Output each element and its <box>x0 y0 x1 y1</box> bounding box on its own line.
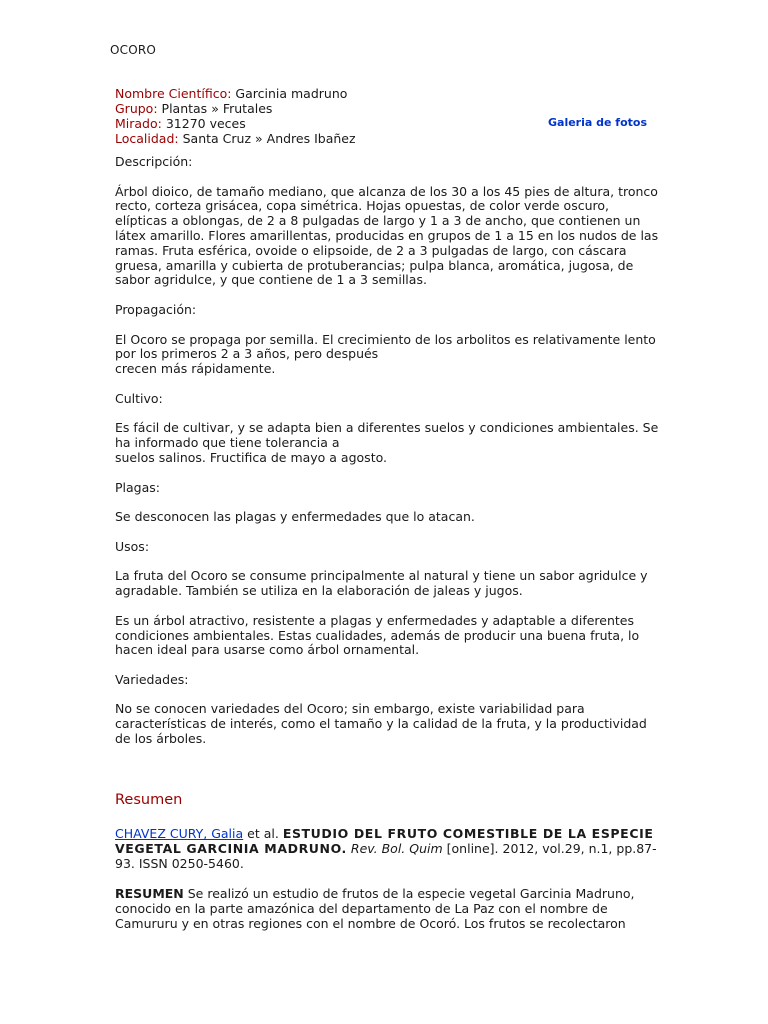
scientific-name-value: Garcinia madruno <box>235 86 348 101</box>
description-heading: Descripción: <box>115 154 193 169</box>
abstract-paragraph <box>115 886 660 931</box>
varieties-heading: Variedades: <box>115 671 189 687</box>
resumen-heading: Resumen <box>115 792 183 808</box>
photo-gallery-link[interactable]: Galeria de fotos <box>548 116 647 129</box>
group-value-plants: Plantas <box>161 101 208 116</box>
publication-details: [online]. 2012, vol.29, n.1, pp.87-93. ISSN 0250-5460. <box>115 841 657 871</box>
group-row <box>115 101 535 116</box>
propagation-text-line: El Ocoro se propaga por semilla. El crecimiento de los arbolitos es relativamente lento por los primeros 2 a 3 años, pero después <box>115 331 656 362</box>
views-row <box>115 116 535 131</box>
cultivation-text-continued: suelos salinos. Fructifica de mayo a agosto. <box>115 449 387 465</box>
article-body <box>115 155 660 762</box>
varieties-text: No se conocen variedades del Ocoro; sin embargo, existe variabilidad para características de interés, como el tamaño y la calidad de la fruta, y la productividad de los árboles. <box>115 701 647 747</box>
pests-heading: Plagas: <box>115 479 160 495</box>
scientific-name-label: Nombre Científico: <box>115 86 232 101</box>
species-info <box>115 86 535 146</box>
page-title: OCORO <box>110 43 157 57</box>
pests-text: Se desconocen las plagas y enfermedades que lo atacan. <box>115 509 475 525</box>
abstract-text: Se realizó un estudio de frutos de la especie vegetal Garcinia Madruno, conocido en la parte amazónica del departamento de La Paz con el nombre de Camururu y en otras regiones con el nombre de Ocoró. Los frutos se recolectaron <box>115 886 635 931</box>
locality-value-province: Andres Ibañez <box>266 131 356 146</box>
group-value-fruits: Frutales <box>222 101 273 116</box>
scientific-name-row <box>115 86 535 101</box>
citation-block <box>115 826 660 946</box>
group-label: Grupo: <box>115 101 158 116</box>
uses-heading: Usos: <box>115 538 150 554</box>
cultivation-text <box>115 421 660 465</box>
description-text: Árbol dioico, de tamaño mediano, que alcanza de los 30 a los 45 pies de altura, tronco recto, corteza grisácea, copa simétrica. Hojas opuestas, de color verde oscuro, elípticas a oblongas, de 2 a 8 pulgadas de largo y 1 a 3 de ancho, que contienen un látex amarillo. Flores amarillentas, producidas en grupos de 1 a 15 en los nudos de las ramas. Fruta esférica, ovoide o elipsoide, de 2 a 3 pulgadas de largo, con cáscara gruesa, amarilla y cubierta de protuberancias; pulpa blanca, aromática, jugosa, de sabor agridulce, y que contiene de 1 a 3 semillas. <box>115 183 659 288</box>
uses-text-2: Es un árbol atractivo, resistente a plagas y enfermedades y adaptable a diferentes condiciones ambientales. Estas cualidades, además de producir una buena fruta, lo hacen ideal para usarse como árbol ornamental. <box>115 612 640 658</box>
locality-separator: » <box>255 131 263 146</box>
cultivation-heading: Cultivo: <box>115 390 163 406</box>
views-value: 31270 veces <box>165 116 246 131</box>
propagation-text <box>115 333 660 377</box>
citation-reference <box>115 826 660 871</box>
journal-name: Rev. Bol. Quim <box>350 841 443 856</box>
locality-row <box>115 131 535 146</box>
abstract-label: RESUMEN <box>115 886 184 901</box>
propagation-text-continued: crecen más rápidamente. <box>115 361 276 377</box>
article-title: ESTUDIO DEL FRUTO COMESTIBLE DE LA ESPECIE VEGETAL GARCINIA MADRUNO. <box>115 826 654 856</box>
views-label: Mirado: <box>115 116 162 131</box>
locality-label: Localidad: <box>115 131 179 146</box>
cultivation-text-line: Es fácil de cultivar, y se adapta bien a diferentes suelos y condiciones ambientales. Se ha informado que tiene tolerancia a <box>115 420 659 451</box>
author-link[interactable]: CHAVEZ CURY, Galia <box>115 826 244 841</box>
et-al-text: et al. <box>247 826 279 841</box>
group-separator: » <box>211 101 219 116</box>
uses-text-1: La fruta del Ocoro se consume principalmente al natural y tiene un sabor agridulce y agradable. También se utiliza en la elaboración de jaleas y jugos. <box>115 568 648 599</box>
locality-value-city: Santa Cruz <box>182 131 252 146</box>
propagation-heading: Propagación: <box>115 301 197 317</box>
